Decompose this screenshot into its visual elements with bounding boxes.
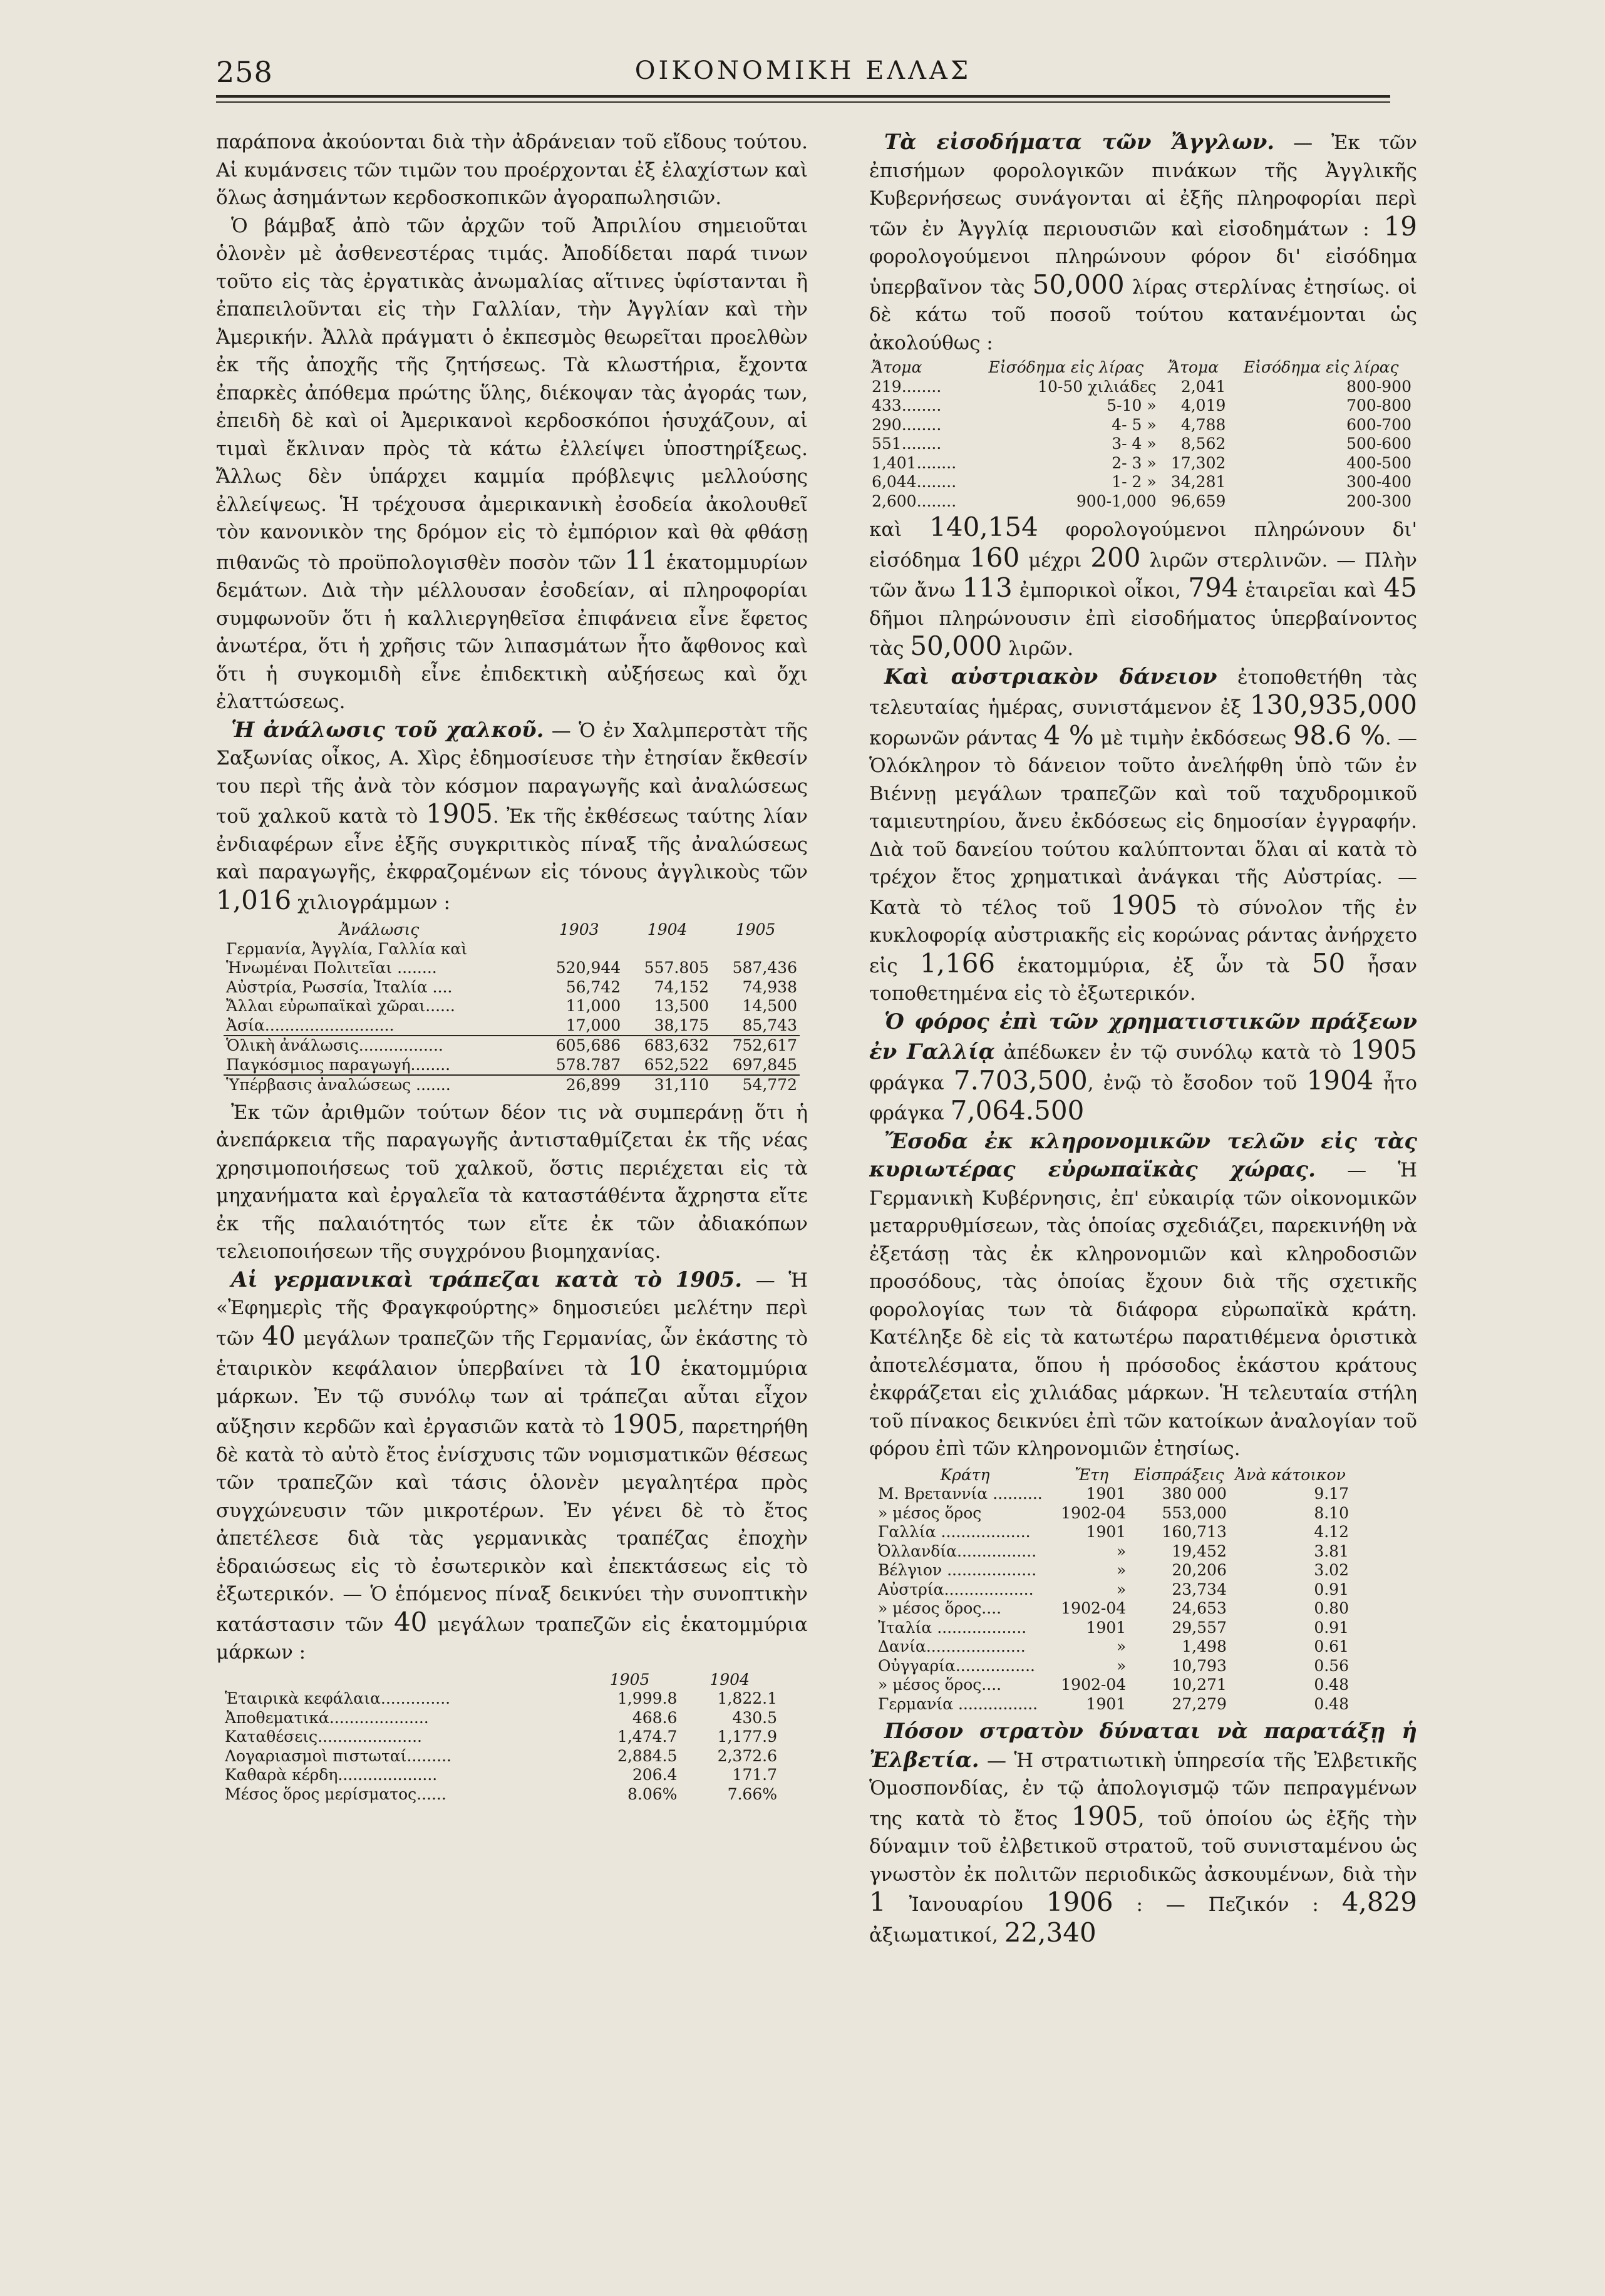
table-row: Καταθέσεις..................... 1,474.7 1,177.9 (225, 1727, 777, 1746)
table-row: Γερμανία ................ 1901 27,279 0.48 (878, 1694, 1349, 1713)
paragraph-copper-conclusion: Ἐκ τῶν ἀριθμῶν τούτων δέον τις νὰ συμπεράνῃ ὅτι ἡ ἀνεπάρκεια τῆς παραγωγῆς ἀντισταθμίζεται ἐκ τῆς νέας χρησιμοποιήσεως τοῦ χαλκοῦ, ὅστις περιέχεται εἰς τὰ μηχανήματα καὶ ἐργαλεῖα τὰ καταστάθέντα ἄχρηστα εἴτε ἐκ τῆς παλαιότητός των εἴτε ἐκ τῶν ἀδιακόπων τελειοποιήσεων τῆς συγχρόνου βιομηχανίας. (216, 1101, 808, 1263)
heading-french-tax: Ὁ φόρος ἐπὶ τῶν χρηματιστικῶν πράξεων ἐν Γαλλίᾳ (869, 1009, 1417, 1064)
article-estate-duties: Ἔσοδα ἐκ κληρονομικῶν τελῶν εἰς τὰς κυριωτέρας εὐρωπαϊκὰς χώρας. — Ἡ Γερμανικὴ Κυβέρνησις, ἐπ' εὐκαιρίᾳ τῶν οἰκονομικῶν μεταρρυθμίσεων, τὰς ὁποίας σχεδιάζει, παρεκινήθη νὰ ἐξετάσῃ τὰς ἐκ κληρονομιῶν καὶ κληροδοσιῶν προσόδους, τὰς ὁποίας ἔχουν διὰ τῆς σχετικῆς φορολογίας των τὰ διάφορα εὐρωπαϊκὰ κράτη. Κατέληξε δὲ εἰς τὰ κατωτέρω παρατιθέμενα ὁριστικὰ ἀποτελέσματα, ὅπου ἡ πρόσοδος ἑκάστου κράτους ἐκφράζεται εἰς χιλιάδας μάρκων. Ἡ τελευταία στήλη τοῦ πίνακος δεικνύει ἐπὶ τῶν κατοίκων ἀναλογίαν τοῦ φόρου ἐπὶ τῶν κληρονομιῶν ἐτησίως. (869, 1128, 1417, 1460)
paragraph-intro: παράπονα ἀκούονται διὰ τὴν ἀδράνειαν τοῦ εἴδους τούτου. Αἱ κυμάνσεις τῶν τιμῶν του προέρχονται ἐξ ἐλαχίστων καὶ ὅλως ἀσημάντων κερδοσκοπικῶν ἀγοραπωλησιῶν. (216, 131, 808, 209)
table-row: Μέσος ὅρος μερίσματος...... 8.06% 7.66% (225, 1784, 777, 1803)
table-row: Δανία.................... » 1,498 0.61 (878, 1637, 1349, 1655)
table-row: » μέσος ὅρος.... 1902-04 10,271 0.48 (878, 1676, 1349, 1694)
table-row: Βέλγιον .................. » 20,206 3.02 (878, 1561, 1349, 1579)
copper-table: Ἀνάλωσις 1903 1904 1905 Γερμανία, Ἀγγλία, Γαλλία καὶ Ἡνωμέναι Πολιτεῖαι ........ 520,944 557.805 587,436 Αὐστρία, Ρωσσία, Ἰταλία .... 56,742 74,152 74,938 Ἄλλαι εὐρωπαϊκαὶ χῶραι...... 11,000 13,500 14,500 Ἀσία.......................... 17,000 38,175 85,743 Ὁλικὴ ἀνάλωσις................. 605,686 683,632 752,617 Παγκόσμιος παραγωγή........ 578.787 652,522 697,845 Ὑπέρβασις ἀναλώσεως ....... 26,899 31,110 54,772 (224, 920, 800, 1095)
table-row: Γερμανία, Ἀγγλία, Γαλλία καὶ (226, 939, 468, 958)
table-row: » μέσος ὅρος.... 1902-04 24,653 0.80 (878, 1599, 1349, 1617)
header-rule-thick (216, 95, 1390, 98)
table-row: Ἡνωμέναι Πολιτεῖαι ........ 520,944 557.805 587,436 (226, 959, 797, 977)
table-row: 1,401........ 2- 3 » 17,302 400-500 (872, 453, 1411, 472)
table-row: Ἑταιρικὰ κεφάλαια.............. 1,999.8 1,822.1 (225, 1689, 777, 1707)
table-row: Λογαριασμοὶ πιστωταί......... 2,884.5 2,372.6 (225, 1746, 777, 1765)
article-german-banks: Αἱ γερμανικαὶ τράπεζαι κατὰ τὸ 1905. — Ἡ «Ἐφημερὶς τῆς Φραγκφούρτης» δημοσιεύει μελέτην περὶ τῶν 40 μεγάλων τραπεζῶν τῆς Γερμανίας, ὧν ἑκάστης τὸ ἑταιρικὸν κεφάλαιον ὑπερβαίνει τὰ 10 ἑκατομμύρια μάρκων. Ἐν τῷ συνόλῳ των αἱ τράπεζαι αὗται εἶχον αὔξησιν κερδῶν καὶ ἐργασιῶν κατὰ τὸ 1905, παρετηρήθη δὲ κατὰ τὸ αὐτὸ ἔτος ἐνίσχυσις τῶν νομισματικῶν θέσεως τῶν τραπεζῶν καὶ τάσις ὁλονὲν μεγαλητέρα πρὸς συγχώνευσιν τῶν μικροτέρων. Ἐν γένει δὲ τὸ ἔτος ἀπετέλεσε διὰ τὰς γερμανικὰς τραπέζας ἐποχὴν ἑδραιώσεως εἰς τὸ ἐσωτερικὸν καὶ ἐπεκτάσεως εἰς τὸ ἐξωτερικόν. — Ὁ ἑπόμενος πίναξ δεικνύει τὴν συνοπτικὴν κατάστασιν τῶν 40 μεγάλων τραπεζῶν εἰς ἑκατομμύρια μάρκων : (216, 1267, 808, 1664)
table-row: Αὐστρία.................. » 23,734 0.91 (878, 1580, 1349, 1598)
banks-table: 1905 1904 Ἑταιρικὰ κεφάλαια.............. 1,999.8 1,822.1 Ἀποθεματικά.................... 468.6 430.5 Καταθέσεις..................... 1,474.7 1,177.9 Λογαριασμοὶ πιστωταί......... 2,884.5 2,372.6 Καθαρὰ κέρδη.................... 206.4 171.7 Μέσος ὅρος μερίσματος...... 8.06% 7.66% (222, 1671, 780, 1804)
table-row: Ὑπέρβασις ἀναλώσεως ....... 26,899 31,110 54,772 (224, 1075, 800, 1095)
article-english-incomes: Τὰ εἰσοδήματα τῶν Ἄγγλων. — Ἐκ τῶν ἐπισήμων φορολογικῶν πινάκων τῆς Ἀγγλικῆς Κυβερνήσεως συνάγονται αἱ ἐξῆς πληροφορίαι περὶ τῶν ἐν Ἀγγλίᾳ περιουσιῶν καὶ εἰσοδημάτων : 19 φορολογούμενοι πληρώνουν φόρον δι' εἰσόδημα ὑπερβαῖνον τὰς 50,000 λίρας στερλίνας ἐτησίως. οἱ δὲ κάτω τοῦ ποσοῦ τούτου κατανέμονται ὡς ἀκολούθως : (869, 130, 1417, 354)
table-row: Παγκόσμιος παραγωγή........ 578.787 652,522 697,845 (226, 1055, 797, 1074)
table-row: 2,600........ 900-1,000 96,659 200-300 (872, 492, 1411, 510)
income-table: Ἄτομα Εἰσόδημα εἰς λίρας Ἄτομα Εἰσόδημα εἰς λίρας 219........ 10-50 χιλιάδες 2,041 800-900 433........ 5-10 » 4,019 700-800 290........ 4- 5 » 4,788 600-700 551........ 3- 4 » 8,562 500-600 1,401........ 2- 3 » 17,302 400-500 6,044........ 1- 2 » 34,281 300-400 2,600........ 900-1,000 96,659 200-300 (869, 358, 1414, 511)
article-austrian-loan: Καὶ αὐστριακὸν δάνειον ἐτοποθετήθη τὰς τελευταίας ἡμέρας, συνιστάμενον ἐξ 130,935,000 κορωνῶν ράντας 4 % μὲ τιμὴν ἐκδόσεως 98.6 %. — Ὁλόκληρον τὸ δάνειον τοῦτο ἀνελήφθη ὑπὸ τῶν ἐν Βιέννῃ μεγάλων τραπεζῶν καὶ τοῦ ταχυδρομικοῦ ταμιευτηρίου, ἄνευ ἐκδόσεως εἰς δημοσίαν ἐγγραφήν. Διὰ τοῦ δανείου τούτου καλύπτονται ὅλαι αἱ κατὰ τὸ τρέχον ἔτος χρηματικαὶ ἀνάγκαι τῆς Αὐστρίας. — Κατὰ τὸ τέλος τοῦ 1905 τὸ σύνολον τῆς ἐν κυκλοφορίᾳ αὐστριακῆς εἰς κορώνας ράντας ἀνήρχετο εἰς 1,166 ἑκατομμύρια, ἐξ ὧν τὰ 50 ἦσαν τοποθετημένα εἰς τὸ ἐξωτερικόν. (869, 664, 1417, 1005)
table-row: Ἀσία.......................... 17,000 38,175 85,743 (226, 1016, 797, 1034)
header-rule-thin (216, 101, 1390, 103)
table-row: 290........ 4- 5 » 4,788 600-700 (872, 415, 1411, 434)
heading-austrian-loan: Καὶ αὐστριακὸν δάνειον (884, 664, 1217, 689)
heading-english-incomes: Τὰ εἰσοδήματα τῶν Ἄγγλων. (884, 130, 1275, 155)
table-row: Ἰταλία .................. 1901 29,557 0.91 (878, 1618, 1349, 1637)
table-row: Γαλλία .................. 1901 160,713 4.12 (878, 1523, 1349, 1541)
table-row: Αὐστρία, Ρωσσία, Ἰταλία .... 56,742 74,152 74,938 (226, 977, 797, 996)
page-header (216, 49, 1390, 99)
table-row: 433........ 5-10 » 4,019 700-800 (872, 396, 1411, 414)
table-row: 551........ 3- 4 » 8,562 500-600 (872, 435, 1411, 453)
paragraph-cotton: Ὁ βάμβαξ ἀπὸ τῶν ἀρχῶν τοῦ Ἀπριλίου σημειοῦται ὁλονὲν μὲ ἀσθενεστέρας τιμάς. Ἀποδίδεται παρά τινων τοῦτο εἰς τὰς ἐργατικὰς ἀνωμαλίας αἵτινες ὑφίστανται ἢ ἐπαπειλοῦνται εἰς τὴν Γαλλίαν, τὴν Ἀγγλίαν καὶ τὴν Ἀμερικήν. Ἀλλὰ πράγματι ὁ ἐκπεσμὸς θεωρεῖται προελθὼν ἐκ τῆς ἀποχῆς τῆς ζητήσεως. Τὰ κλωστήρια, ἔχοντα ἐπαρκὲς ἀπόθεμα πρώτης ὕλης, διέκοψαν τὰς ἀγοράς των, ἐπειδὴ δὲ καὶ οἱ Ἀμερικανοὶ κερδοσκόποι ἡσυχάζουν, αἱ τιμαὶ ἔκλιναν πρὸς τὰ κάτω ἐλλείψει ὑποστηρίξεως. Ἄλλως δὲν ὑπάρχει καμμία πρόβλεψις μελλούσης ἐλλείψεως. Ἡ τρέχουσα ἀμερικανικὴ ἐσοδεία ἀκολουθεῖ τὸν κανονικὸν της δρόμον εἰς τὸ ἐμπόριον καὶ θὰ φθάσῃ πιθανῶς τὸ προϋπολογισθὲν ποσὸν τῶν 11 ἑκατομμυρίων δεμάτων. Διὰ τὴν μέλλουσαν ἐσοδείαν, αἱ πληροφορίαι συμφωνοῦν ὅτι ἡ καλλιεργηθεῖσα ἐπιφάνεια εἶνε ἔφετος ἀνωτέρα, ὅτι ἡ χρῆσις τῶν λιπασμάτων ἦτο ἄφθονος καὶ ὅτι ἡ συγκομιδὴ εἶνε ἐπιδεκτικὴ αὐξήσεως καὶ ὄχι ἐλαττώσεως. (216, 214, 808, 713)
right-column (869, 128, 1417, 2282)
table-row: 219........ 10-50 χιλιάδες 2,041 800-900 (872, 377, 1411, 396)
running-title: ΟΙΚΟΝΟΜΙΚΗ ΕΛΛΑΣ (634, 56, 972, 85)
article-french-tax: Ὁ φόρος ἐπὶ τῶν χρηματιστικῶν πράξεων ἐν Γαλλίᾳ ἀπέδωκεν ἐν τῷ συνόλῳ κατὰ τὸ 1905 φράγκα 7.703,500, ἐνῷ τὸ ἔσοδον τοῦ 1904 ἦτο φράγκα 7,064.500 (869, 1009, 1417, 1126)
article-swiss-army: Πόσον στρατὸν δύναται νὰ παρατάξῃ ἡ Ἐλβετία. — Ἡ στρατιωτικὴ ὑπηρεσία τῆς Ἐλβετικῆς Ὁμοσπονδίας, ἐν τῷ ἀπολογισμῷ τῶν πεπραγμένων της κατὰ τὸ ἔτος 1905, τοῦ ὁποίου ὡς ἐξῆς τὴν δύναμιν τοῦ ἐλβετικοῦ στρατοῦ, τοῦ συνισταμένου ὡς γνωστὸν ἐκ πολιτῶν περιοδικῶς ἀσκουμένων, διὰ τὴν 1 Ἰανουαρίου 1906 : — Πεζικόν : 4,829 ἀξιωματικοί, 22,340 (869, 1719, 1417, 1948)
heading-german-banks: Αἱ γερμανικαὶ τράπεζαι κατὰ τὸ (231, 1267, 663, 1292)
table-row: Οὐγγαρία................ » 10,793 0.56 (878, 1656, 1349, 1675)
article-copper: Ἡ ἀνάλωσις τοῦ χαλκοῦ. — Ὁ ἐν Χαλμπερστὰτ τῆς Σαξωνίας οἶκος, Α. Χὶρς ἐδημοσίευσε τὴν ἐτησίαν ἔκθεσίν του περὶ τῆς ἀνὰ τὸν κόσμον παραγωγῆς καὶ ἀναλώσεως τοῦ χαλκοῦ κατὰ τὸ 1905. Ἐκ τῆς ἐκθέσεως ταύτης λίαν ἐνδιαφέρων εἶνε ἐξῆς συγκριτικὸς πίναξ τῆς ἀναλώσεως καὶ παραγωγῆς, ἐκφραζομένων εἰς τόνους ἀγγλικοὺς τῶν 1,016 χιλιογράμμων : (216, 717, 808, 915)
table-row: Μ. Βρεταννία .......... 1901 380 000 9.17 (878, 1485, 1349, 1503)
table-row: » μέσος ὅρος 1902-04 553,000 8.10 (878, 1503, 1349, 1522)
paragraph-income-summary: καὶ 140,154 φορολογούμενοι πληρώνουν δι' εἰσόδημα 160 μέχρι 200 λιρῶν στερλινῶν. — Πλὴν τῶν ἄνω 113 ἐμπορικοὶ οἶκοι, 794 ἑταιρεῖαι καὶ 45 δῆμοι πληρώνουσιν ἐπὶ εἰσοδήματος ὑπερβαίνοντος τὰς 50,000 λιρῶν. (869, 512, 1417, 661)
heading-swiss-army: Πόσον στρατὸν δύναται νὰ παρατάξῃ ἡ Ἐλβετία. (869, 1719, 1417, 1773)
heading-estate-duties: Ἔσοδα ἐκ κληρονομικῶν τελῶν εἰς τὰς κυριωτέρας εὐρωπαϊκὰς χώρας. (869, 1128, 1417, 1182)
table-row: Ἀποθεματικά.................... 468.6 430.5 (225, 1708, 777, 1727)
page-number: 258 (216, 55, 273, 89)
table-row: Ὁλικὴ ἀνάλωσις................. 605,686 683,632 752,617 (224, 1036, 800, 1056)
heading-copper: Ἡ ἀνάλωσις τοῦ χαλκοῦ. (231, 717, 544, 743)
estates-table: Κράτη Ἔτη Εἰσπράξεις Ἀνὰ κάτοικον Μ. Βρεταννία .......... 1901 380 000 9.17 » μέσος ὅρος 1902-04 553,000 8.10 Γαλλία .................. 1901 160,713 4.12 Ὀλλανδία................ » 19,452 3.81 Βέλγιον .................. » 20,206 3.02 Αὐστρία.................. » 23,734 0.91 » μέσος ὅρος.... 1902-04 24,653 0.80 Ἰταλία .................. 1901 29,557 0.91 Δανία.................... » 1,498 0.61 Οὐγγαρία................ » 10,793 0.56 » μέσος ὅρος.... 1902-04 10,271 0.48 Γερμανία ................ 1901 27,279 0.48 (875, 1466, 1351, 1714)
table-row: Καθαρὰ κέρδη.................... 206.4 171.7 (225, 1766, 777, 1784)
table-row: Ὀλλανδία................ » 19,452 3.81 (878, 1542, 1349, 1560)
table-row: 6,044........ 1- 2 » 34,281 300-400 (872, 473, 1411, 491)
left-column (216, 128, 808, 2282)
table-row: Ἄλλαι εὐρωπαϊκαὶ χῶραι...... 11,000 13,500 14,500 (226, 997, 797, 1015)
